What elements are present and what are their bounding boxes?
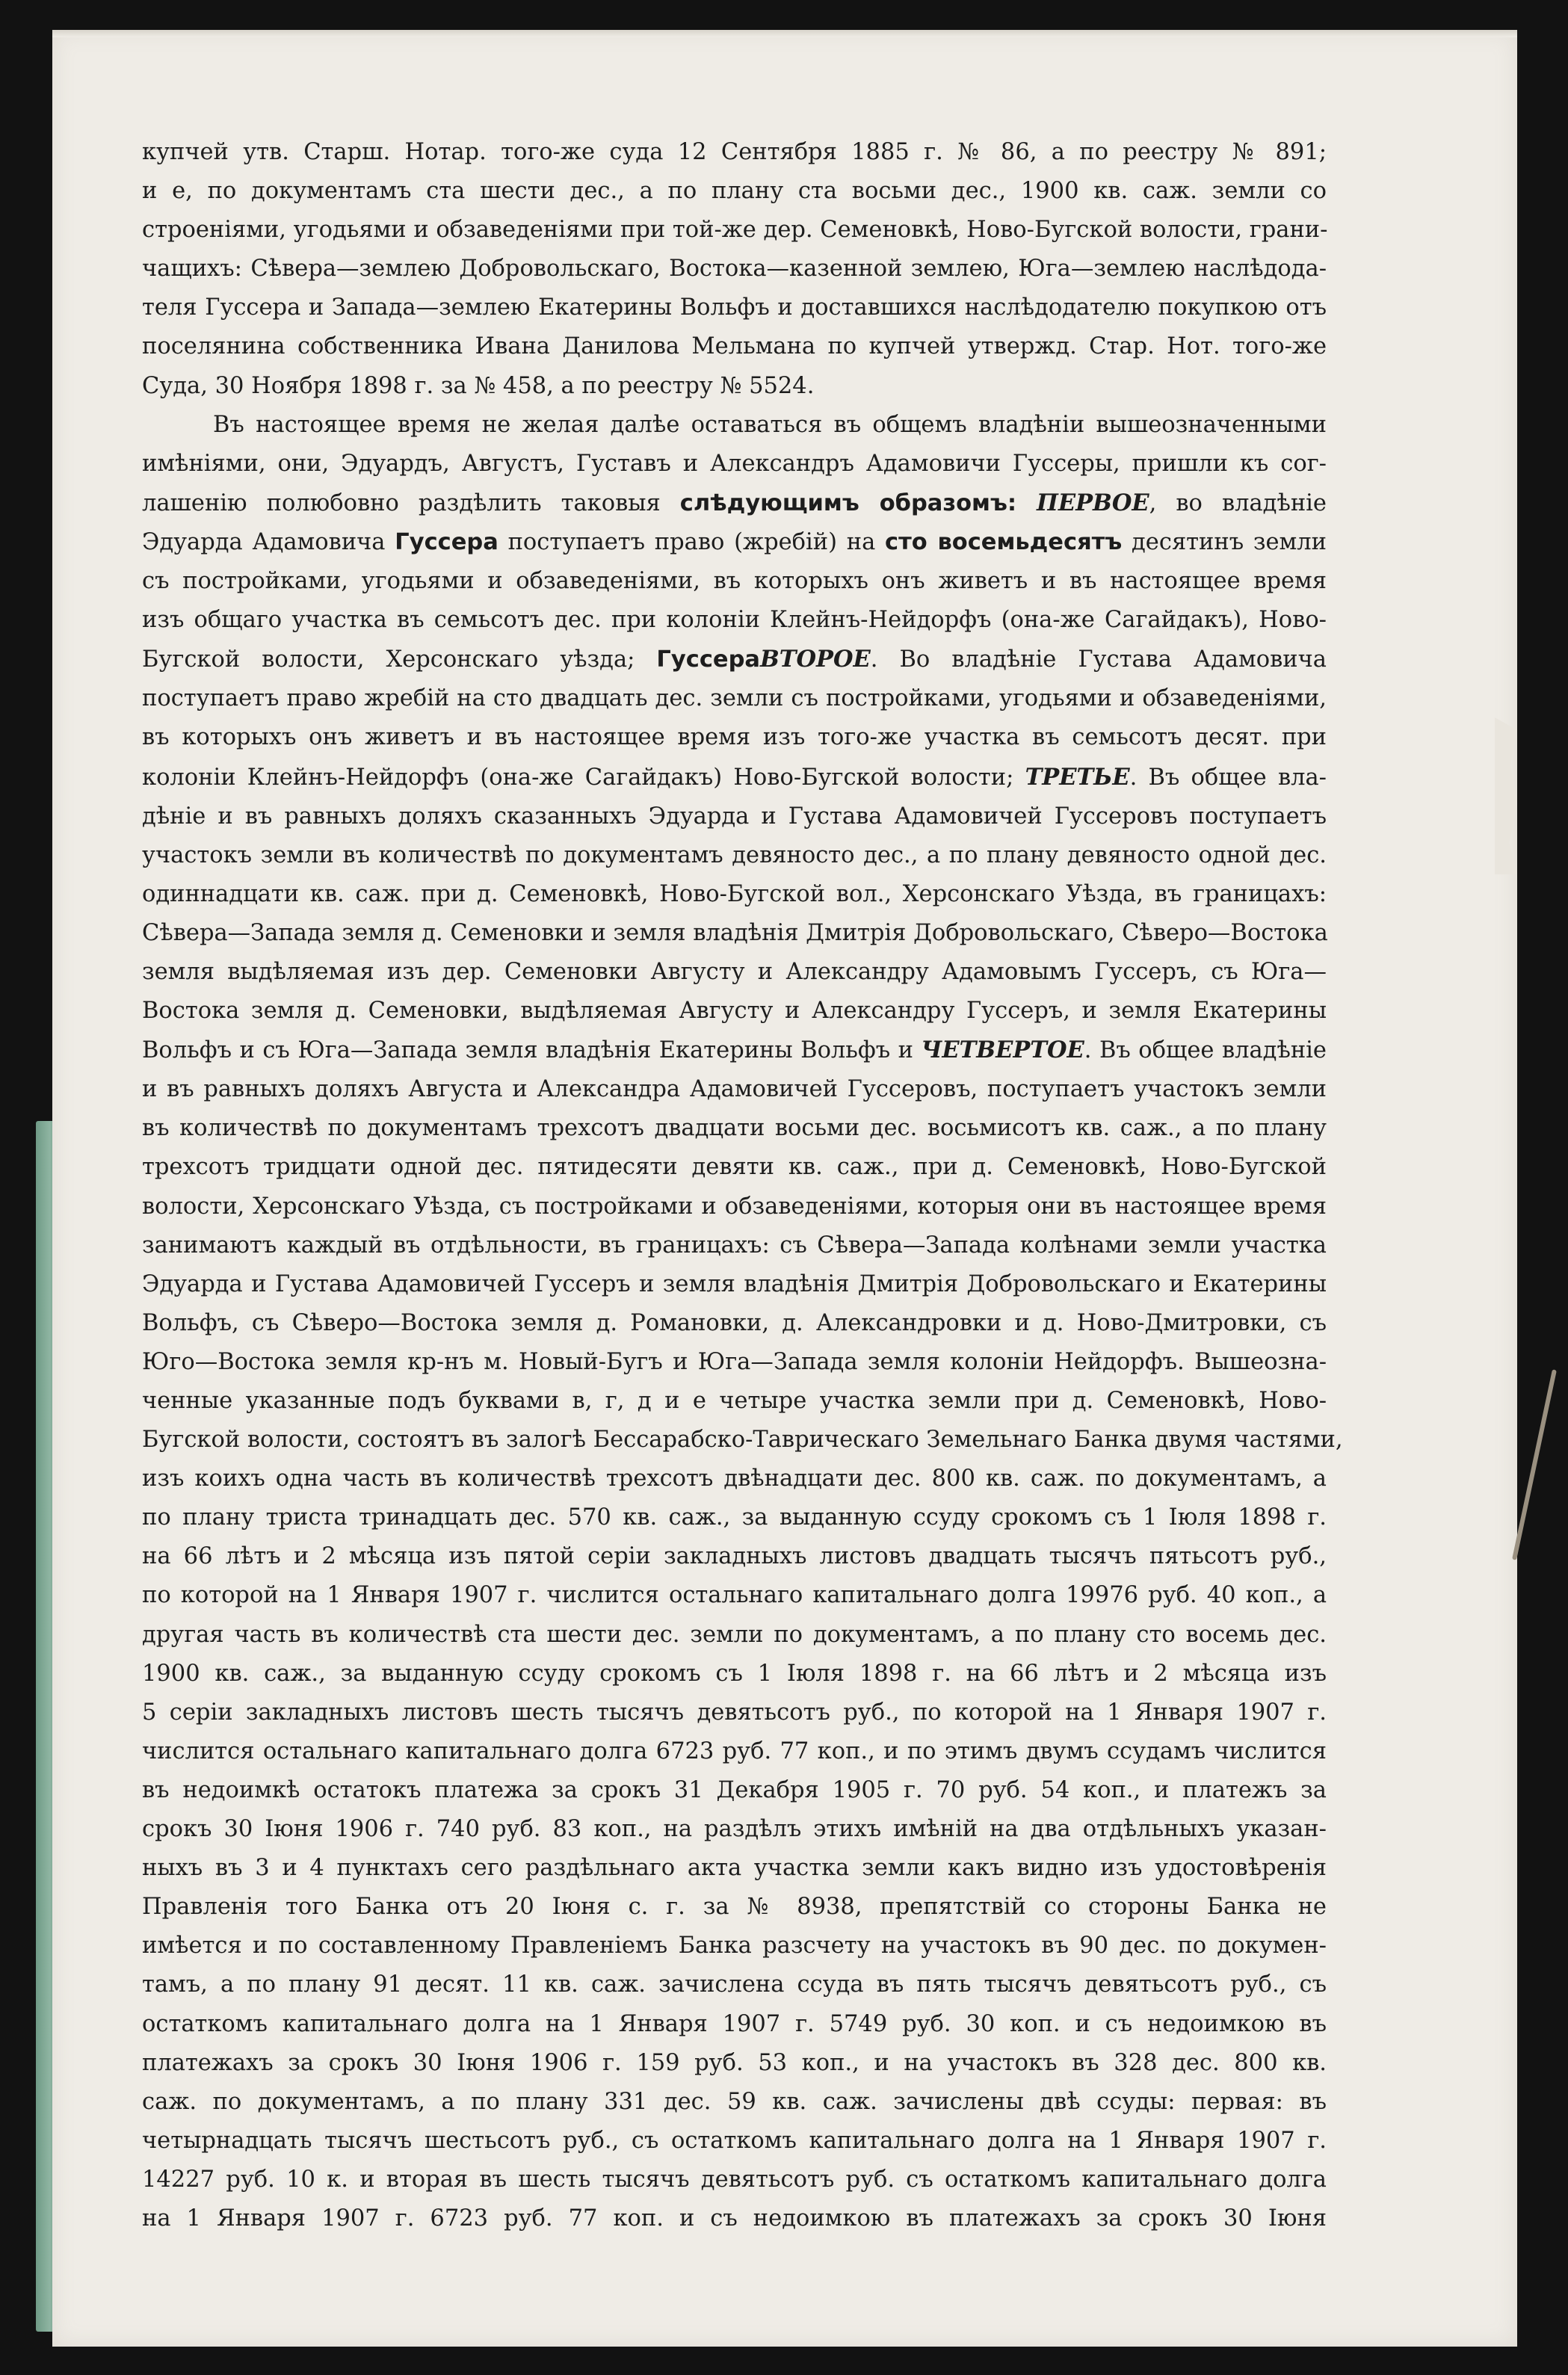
document-line [142,953,1327,992]
document-line [142,1576,1327,1615]
line-text: 14227 руб. 10 к. и вторая въ шесть тысячъ девятьсотъ руб. съ остаткомъ капитальнаго долга [142,2166,1327,2193]
line-text: изъ коихъ одна часть въ количествѣ трехсотъ двѣнадцати дес. 800 кв. саж. по документамъ, а [142,1466,1327,1492]
section-heading-italic: ТРЕТЬЕ [1025,763,1130,791]
document-line [142,1304,1327,1343]
line-text: Юго—Востока земля кр-нъ м. Новый-Бугъ и Юга—Запада земля колоніи Нейдорфъ. Вышеозна- [142,1348,1327,1375]
sheet-top-edge [52,30,1517,37]
line-text: Сѣвера—Запада земля д. Семеновки и земля владѣнія Дмитрія Добровольскаго, Сѣверо—Востока [142,919,1328,946]
document-line [142,758,1327,797]
emphasis-bold: сто восемьдесятъ [885,528,1123,555]
line-text: по плану триста тринадцать дес. 570 кв. саж., за выданную ссуду срокомъ съ 1 Іюля 1898 г. [142,1504,1327,1531]
line-text: . Въ общее владѣніе [1084,1037,1327,1064]
line-text: поселянина собственника Ивана Данилова Мельмана по купчей утвержд. Стар. Нот. того-же [142,333,1327,360]
line-text: 5 серіи закладныхъ листовъ шесть тысячъ девятьсотъ руб., по которой на 1 Января 1907 г. [142,1699,1327,1726]
document-line [142,1188,1327,1226]
emphasis-bold: Гуссера [395,528,499,555]
line-text: Правленія того Банка отъ 20 Іюня с. г. за № 8938, препятствій со стороны Банка не [142,1894,1327,1921]
line-text: саж. по документамъ, а по плану 331 дес. 59 кв. саж. зачислены двѣ ссуды: первая: въ [142,2088,1327,2115]
line-text: 1900 кв. саж., за выданную ссуду срокомъ съ 1 Іюля 1898 г. на 66 лѣтъ и 2 мѣсяца изъ [142,1660,1327,1687]
document-line [142,2083,1327,2122]
document-line [142,523,1327,562]
line-text: Эдуарда Адамовича [142,528,395,555]
document-line [142,1693,1327,1732]
line-text: чащихъ: Сѣвера—землею Добровольскаго, Востока—казенной землею, Юга—землею наслѣдода- [142,256,1327,282]
document-line [142,1927,1327,1965]
document-line [142,601,1327,640]
section-heading-italic: ВТОРОЕ [760,646,871,673]
line-text: одиннадцати кв. саж. при д. Семеновкѣ, Ново-Бугской вол., Херсонскаго Уѣзда, въ границахъ: [142,880,1327,907]
document-line [142,875,1327,914]
line-text: срокъ 30 Іюня 1906 г. 740 руб. 83 коп., на раздѣлъ этихъ имѣній на два отдѣльныхъ указан- [142,1816,1327,1843]
line-text: числится остальнаго капитальнаго долга 6723 руб. 77 коп., и по этимъ двумъ ссудамъ числится [142,1738,1327,1764]
document-line [142,1265,1327,1304]
line-text: въ количествѣ по документамъ трехсотъ двадцати восьми дес. восьмисотъ кв. саж., а по плану [142,1115,1327,1142]
document-line [142,2199,1327,2238]
document-line [142,1498,1327,1537]
line-text: . Въ общее вла- [1129,764,1327,791]
emphasis-bold: слѣдующимъ образомъ: [679,489,1017,516]
document-line [142,327,1327,366]
line-text: имѣніями, они, Эдуардъ, Августъ, Густавъ и Александръ Адамовичи Гуссеры, пришли къ сог- [142,450,1327,477]
document-line [142,1070,1327,1109]
line-text: изъ общаго участка въ семьсотъ дес. при колоніи Клейнъ-Нейдорфъ (она-же Сагайдакъ), Ново- [142,607,1327,634]
line-text: Бугской волости, Херсонскаго уѣзда; [142,646,657,673]
document-line [142,1771,1327,1810]
document-line [142,679,1327,718]
document-line [142,1343,1327,1382]
document-line [142,406,1327,445]
document-line [142,1421,1343,1460]
document-line [142,1148,1327,1187]
document-line [142,718,1327,757]
line-text: Эдуарда и Густава Адамовичей Гуссеръ и земля владѣнія Дмитрія Добровольскаго и Екатерины [142,1270,1327,1297]
document-text-block [142,133,1343,2238]
line-text: Бугской волости, состоятъ въ залогѣ Бессарабско-Таврическаго Земельнаго Банка двумя частями, [142,1427,1343,1454]
document-line [142,288,1327,327]
line-text: на 1 Января 1907 г. 6723 руб. 77 коп. и съ недоимкою въ платежахъ за срокъ 30 Іюня [142,2205,1327,2232]
document-line [142,172,1327,211]
document-line [142,1888,1327,1927]
line-text: Вольфъ, съ Сѣверо—Востока земля д. Романовки, д. Александровки и д. Ново-Дмитровки, съ [142,1309,1327,1336]
line-text: и въ равныхъ доляхъ Августа и Александра Адамовичей Гуссеровъ, поступаетъ участокъ земли [142,1076,1327,1103]
line-text: поступаетъ право жребій на сто двадцать дес. земли съ постройками, угодьями и обзаведеніями, [142,685,1327,712]
document-line [142,133,1327,172]
document-line [142,562,1327,601]
line-text: съ постройками, угодьями и обзаведеніями, въ которыхъ онъ живетъ и въ настоящее время [142,568,1327,595]
document-line [142,445,1327,484]
line-text: ченные указанные подъ буквами в, г, д и е четыре участка земли при д. Семеновкѣ, Ново- [142,1388,1327,1414]
line-text: поступаетъ право (жребій) на [498,528,886,555]
document-line [142,1732,1327,1771]
document-line [142,1382,1327,1421]
document-line [142,1810,1327,1849]
line-text: въ недоимкѣ остатокъ платежа за срокъ 31 Декабря 1905 г. 70 руб. 54 коп., и платежъ за [142,1776,1327,1803]
document-line [142,2044,1327,2083]
line-text: и е, по документамъ ста шести дес., а по плану ста восьми дес., 1900 кв. саж. земли со [142,178,1327,205]
document-line [142,367,1327,406]
line-text: купчей утв. Старш. Нотар. того-же суда 12 Сентября 1885 г. № 86, а по реестру № 891; [142,139,1327,165]
line-text: на 66 лѣтъ и 2 мѣсяца изъ пятой серіи закладныхъ листовъ двадцать тысячъ пятьсотъ руб., [142,1543,1327,1570]
line-text: занимаютъ каждый въ отдѣльности, въ границахъ: съ Сѣвера—Запада колѣнами земли участка [142,1232,1327,1258]
document-line [142,836,1327,875]
emphasis-bold: Гуссера [656,646,760,673]
document-line [142,797,1327,836]
document-line [142,211,1327,250]
line-text: имѣется и по составленному Правленіемъ Банка разсчету на участокъ въ 90 дес. по докумен- [142,1933,1327,1959]
line-text: волости, Херсонскаго Уѣзда, съ постройками и обзаведеніями, которыя они въ настоящее время [142,1193,1327,1220]
line-text: четырнадцать тысячъ шестьсотъ руб., съ остаткомъ капитальнаго долга на 1 Января 1907 г. [142,2127,1327,2154]
line-text: остаткомъ капитальнаго долга на 1 Января 1907 г. 5749 руб. 30 коп. и съ недоимкою въ [142,2010,1327,2037]
document-line [142,1965,1327,2004]
section-heading-italic: ПЕРВОЕ [1016,489,1149,516]
section-heading-italic: ЧЕТВЕРТОЕ [921,1037,1084,1064]
line-text: строеніями, угодьями и обзаведеніями при той-же дер. Семеновкѣ, Ново-Бугской волости, грани- [142,217,1328,244]
line-text: платежахъ за срокъ 30 Іюня 1906 г. 159 руб. 53 коп., и на участокъ въ 328 дес. 800 кв. [142,2049,1327,2076]
line-text: по которой на 1 Января 1907 г. числится остальнаго капитальнаго долга 19976 руб. 40 коп., а [142,1582,1327,1609]
line-text: другая часть въ количествѣ ста шести дес. земли по документамъ, а по плану сто восемь дес. [142,1621,1327,1648]
document-line [142,1849,1327,1888]
document-line [142,1460,1327,1498]
document-line [142,640,1327,679]
document-line [142,250,1327,288]
line-text: Вольфъ и съ Юга—Запада земля владѣнія Екатерины Вольфъ и [142,1037,922,1064]
line-text: ныхъ въ 3 и 4 пунктахъ сего раздѣльнаго акта участка земли какъ видно изъ удостовѣренія [142,1855,1327,1882]
line-text: въ которыхъ онъ живетъ и въ настоящее время изъ того-же участка въ семьсотъ десят. при [142,724,1327,751]
document-line [142,2122,1327,2161]
document-line [142,992,1327,1031]
line-text: трехсотъ тридцати одной дес. пятидесяти девяти кв. саж., при д. Семеновкѣ, Ново-Бугской [142,1154,1327,1181]
line-text: тамъ, а по плану 91 десят. 11 кв. саж. зачислена ссуда въ пять тысячъ девятьсотъ руб., съ [142,1971,1327,1998]
line-text: земля выдѣляемая изъ дер. Семеновки Августу и Александру Адамовымъ Гуссеръ, съ Юга— [142,958,1327,985]
line-text: Суда, 30 Ноября 1898 г. за № 458, а по реестру № 5524. [142,372,815,399]
line-text: , во владѣніе [1149,489,1327,516]
document-line [142,914,1327,953]
line-text: Въ настоящее время не желая далѣе оставаться въ общемъ владѣніи вышеозначенными [213,411,1327,438]
document-line [142,2161,1327,2199]
document-line [142,1537,1327,1576]
document-line [142,1616,1327,1655]
document-line [142,1031,1327,1070]
line-text: участокъ земли въ количествѣ по документамъ девяносто дес., а по плану девяносто одной дес. [142,841,1327,868]
line-text: . Во владѣніе Густава Адамовича [870,646,1327,673]
document-line [142,1226,1327,1265]
line-text: теля Гуссера и Запада—землею Екатерины Вольфъ и доставшихся наслѣдодателю покупкою отъ [142,294,1327,321]
document-line [142,1109,1327,1148]
binding-string [1512,1369,1557,1560]
document-line [142,484,1327,523]
line-text: дѣніе и въ равныхъ доляхъ сказанныхъ Эдуарда и Густава Адамовичей Гуссеровъ поступаетъ [142,803,1327,830]
line-text: десятинъ земли [1122,528,1327,555]
document-line [142,1655,1327,1693]
line-text: колоніи Клейнъ-Нейдорфъ (она-же Сагайдакъ) Ново-Бугской волости; [142,764,1025,791]
line-text: лашенію полюбовно раздѣлить таковыя [142,489,680,516]
line-text: Востока земля д. Семеновки, выдѣляемая Августу и Александру Гуссеръ, и земля Екатерины [142,998,1327,1025]
document-line [142,2005,1327,2044]
